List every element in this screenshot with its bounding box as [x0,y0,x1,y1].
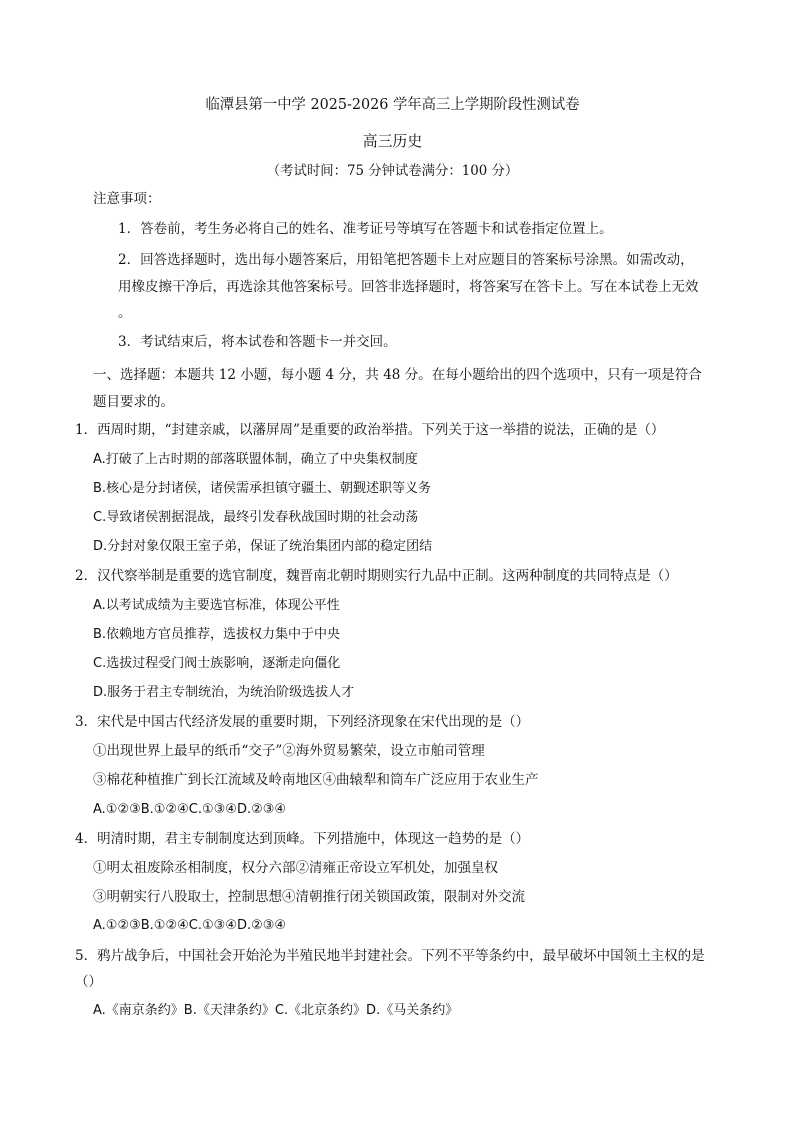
note-2-line-1: 2．回答选择题时，选出每小题答案后，用铅笔把答题卡上对应题目的答案标号涂黑。如需改动， [118,252,694,268]
question-4-options: A.①②③B.①②④C.①③④D.②③④ [93,918,287,933]
section-heading-line-1: 一、选择题：本题共 12 小题，每小题 4 分，共 48 分。在每小题给出的四个选项中，只有一项是符合 [93,367,702,383]
question-4-statements-2: ③明朝实行八股取士，控制思想④清朝推行闭关锁国政策，限制对外交流 [93,889,525,905]
note-1: 1．答卷前，考生务必将自己的姓名、准考证号等填写在答题卡和试卷指定位置上。 [118,221,613,237]
question-2-option-d: D.服务于君主专制统治，为统治阶级选拔人才 [93,685,355,700]
exam-info: （考试时间：75 分钟试卷满分：100 分） [266,163,519,179]
question-3-stem: 3．宋代是中国古代经济发展的重要时期，下列经济现象在宋代出现的是（） [75,714,530,730]
note-2-line-3: 。 [118,305,132,321]
subject-title: 高三历史 [362,132,423,150]
note-3: 3．考试结束后，将本试卷和答题卡一并交回。 [118,334,397,350]
exam-title: 临潭县第一中学 2025-2026 学年高三上学期阶段性测试卷 [205,97,580,113]
note-2-line-2: 用橡皮擦干净后，再选涂其他答案标号。回答非选择题时，将答案写在答卡上。写在本试卷上无效 [118,279,699,295]
question-2-option-a: A.以考试成绩为主要选官标准，体现公平性 [93,598,340,613]
question-3-statements-1: ①出现世界上最早的纸币“交子”②海外贸易繁荣，设立市舶司管理 [93,743,485,759]
question-1-option-d: D.分封对象仅限王室子弟，保证了统治集团内部的稳定团结 [93,539,433,554]
question-4-statements-1: ①明太祖废除丞相制度，权分六部②清雍正帝设立军机处，加强皇权 [93,860,498,876]
question-1-option-c: C.导致诸侯割据混战，最终引发春秋战国时期的社会动荡 [93,510,419,525]
question-1-option-a: A.打破了上古时期的部落联盟体制，确立了中央集权制度 [93,452,418,467]
question-2-stem: 2．汉代察举制是重要的选官制度，魏晋南北朝时期则实行九品中正制。这两种制度的共同特点是（） [75,568,678,584]
question-5-options: A.《南京条约》B.《天津条约》C.《北京条约》D.《马关条约》 [93,1003,459,1018]
notes-heading: 注意事项： [93,191,161,207]
question-3-statements-2: ③棉花种植推广到长江流域及岭南地区④曲辕犁和筒车广泛应用于农业生产 [93,772,539,788]
question-5-stem-line-2: （） [75,974,102,990]
section-heading-line-2: 题目要求的。 [93,394,174,410]
question-2-option-c: C.选拔过程受门阀士族影响，逐渐走向僵化 [93,656,341,671]
question-5-stem-line-1: 5．鸦片战争后，中国社会开始沦为半殖民地半封建社会。下列不平等条约中，最早破坏中国领土主权的是 [75,948,705,964]
question-3-options: A.①②③B.①②④C.①③④D.②③④ [93,802,287,817]
question-1-option-b: B.核心是分封诸侯，诸侯需承担镇守疆土、朝觐述职等义务 [93,481,432,496]
question-1-stem: 1．西周时期，“封建亲戚，以藩屏周”是重要的政治举措。下列关于这一举措的说法，正确的是（） [75,422,665,438]
question-2-option-b: B.依赖地方官员推荐，选拔权力集中于中央 [93,627,341,642]
question-4-stem: 4．明清时期，君主专制制度达到顶峰。下列措施中，体现这一趋势的是（） [75,831,530,847]
